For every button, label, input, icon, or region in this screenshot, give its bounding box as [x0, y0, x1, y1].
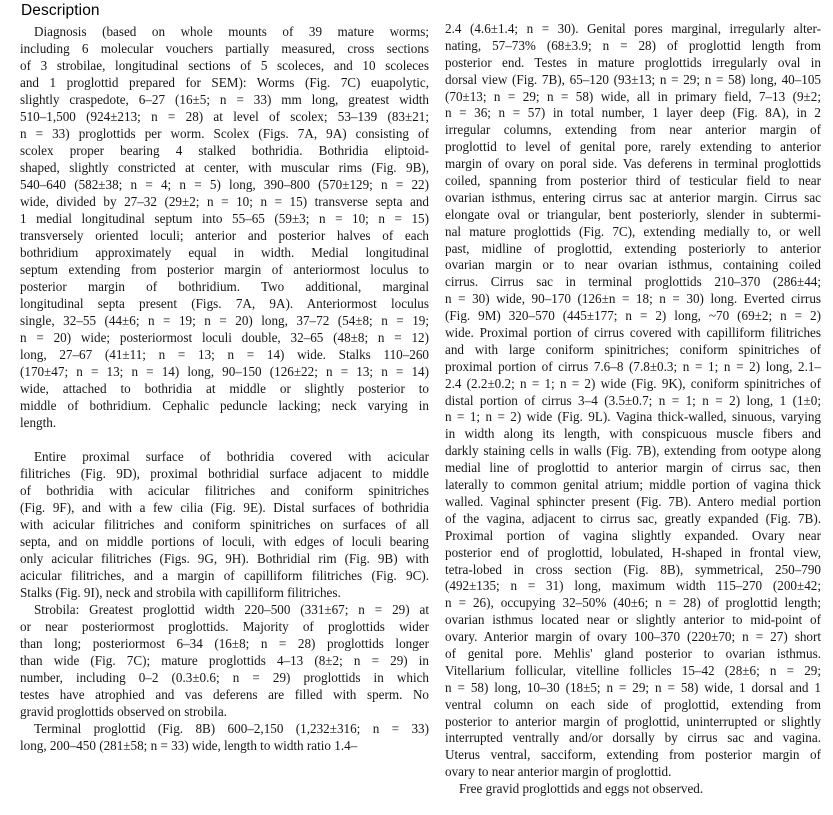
text-line: Strobila: Greatest proglottid width 220–500 (331±67; n = 29) at — [34, 602, 429, 617]
text-line: bothridium approximately equal in width. Medial longitudinal — [20, 245, 429, 260]
text-line: of 3 strobilae, longitudinal sections of 5 scoleces, and 10 scoleces — [20, 58, 429, 73]
text-line: of the vagina, adjacent to cirrus sac, greatly expanded (Fig. 7B). — [445, 510, 821, 526]
text-line: middle of bothridium. Cephalic peduncle lacking; neck varying in — [20, 398, 429, 413]
text-line: scolex proper bearing 4 stalked bothridia. Bothridia eliptoid- — [20, 143, 429, 158]
text-line: (492±135; n = 31) long, maximum width 115–270 (200±42; — [445, 578, 821, 594]
text-line: past, midline of proglottid, extending posteriorly to anterior — [445, 240, 821, 256]
text-line: wide. Proximal portion of cirrus covered with capilliform filitriches — [445, 325, 821, 341]
text-line: proximal portion of cirrus 7.6–8 (7.8±0.3; n = 1; n = 2) long, 2.1– — [445, 358, 821, 374]
text-line: single, 32–55 (44±6; n = 19; n = 20) long, 37–72 (54±8; n = 19; — [20, 313, 429, 328]
text-line: with acicular filitriches and coniform spinitriches on surfaces of all — [20, 517, 429, 532]
text-line: septa, and on middle portions of loculi, with edges of loculi bearing — [20, 534, 429, 549]
text-line: posterior to anterior margin of proglottid, uninterrupted or slightly — [445, 713, 821, 729]
text-line: only acicular filitriches (Figs. 9G, 9H). Bothridial rim (Fig. 9B) with — [20, 551, 429, 566]
text-line: of bothridia with acicular filitriches and coniform spinitriches — [20, 483, 429, 498]
text-line: n = 20) wide; posteriormost loculi double, 32–65 (48±8; n = 12) — [20, 330, 429, 345]
text-line: including 6 molecular vouchers partially measured, cross sections — [20, 41, 429, 56]
section-heading: Description — [21, 2, 100, 19]
text-line: dorsal view (Fig. 7B), 65–120 (93±13; n = 29; n = 58) long, 40–105 — [445, 71, 821, 87]
text-line: Proximal portion of vagina slightly expanded. Ovary near — [445, 527, 821, 543]
text-line: shaped, slightly constricted at center, with muscular rims (Fig. 9B), — [20, 160, 429, 175]
text-line: ovary. Anterior margin of ovary 100–370 (220±70; n = 27) short — [445, 629, 821, 645]
right-column — [445, 21, 821, 798]
text-line: wide, attached to bothridia at middle or slightly posterior to — [20, 381, 429, 396]
text-line: posterior margin of bothridium. Two additional, marginal — [20, 279, 429, 294]
text-line: n = 58) long, 10–30 (18±5; n = 29; n = 58) wide, 1 dorsal and 1 — [445, 679, 821, 695]
text-line: of genital pore. Mehlis' gland posterior to ovarian isthmus. — [445, 645, 821, 661]
text-line: 540–640 (582±38; n = 4; n = 5) long, 390–800 (570±129; n = 22) — [20, 177, 429, 192]
text-line: n = 30) wide, 90–170 (126±n = 18; n = 30) long. Everted cirrus — [445, 291, 821, 307]
text-line: Free gravid proglottids and eggs not observed. — [459, 781, 704, 797]
text-line: 510–1,500 (924±213; n = 28) at level of scolex; 53–139 (83±21; — [20, 109, 429, 124]
text-line: than long; posteriormost 6–34 (16±8; n = 28) proglottids longer — [20, 636, 429, 651]
text-line: or near posteriormost proglottids. Majority of proglottids wider — [20, 619, 429, 634]
text-line: cirrus. Cirrus sac in terminal proglottids 210–370 (286±44; — [445, 274, 821, 290]
text-line: n = 26), occupying 32–50% (40±6; n = 28) of proglottid length; — [445, 595, 821, 611]
text-line: 2.4 (4.6±1.4; n = 30). Genital pores marginal, irregularly alter- — [445, 21, 821, 36]
text-line: elongate oval or triangular, bent posteriorly, slender in subtermi- — [445, 206, 821, 222]
text-line: Stalks (Fig. 9I), neck and strobila with capilliform filitriches. — [20, 585, 341, 600]
text-line: ovarian margin or to near ovarian isthmus, containing coiled — [445, 257, 821, 273]
text-line: and 1 proglottid prepared for SEM): Worms (Fig. 7C) euapolytic, — [20, 75, 429, 90]
text-line: coiled, spanning from posterior third of testicular field to near — [445, 173, 821, 189]
text-line: acicular filitriches, and a margin of capilliform filitriches (Fig. 9C). — [20, 568, 429, 583]
text-line: nal mature proglottids (Fig. 7C), extending medially to, or well — [445, 223, 821, 239]
text-line: and with large coniform spinitriches; coniform spinitriches of — [445, 341, 821, 357]
text-line: irregular columns, extending from near anterior margin of — [445, 122, 821, 138]
text-line: (Fig. 9M) 320–570 (445±177; n = 2) long, ~70 (69±2; n = 2) — [445, 308, 821, 324]
text-line: ovarian isthmus, entering cirrus sac at anterior margin. Cirrus sac — [445, 189, 821, 205]
text-line: septum extending from posterior margin of anteriormost loculus to — [20, 262, 429, 277]
text-line: than wide (Fig. 7C); mature proglottids 4–13 (8±2; n = 29) in — [20, 653, 429, 668]
text-line: ovary to near anterior margin of proglottid. — [445, 764, 672, 780]
text-line: Diagnosis (based on whole mounts of 39 mature worms; — [34, 24, 429, 39]
text-line: n = 36; n = 57) in total number, 1 layer deep (Fig. 8A), in 2 — [445, 105, 821, 121]
text-line: long, 200–450 (281±58; n = 33) wide, length to width ratio 1.4– — [20, 738, 358, 753]
text-line: darkly staining cells in walls (Fig. 7B), extending from ootype along — [445, 443, 821, 459]
text-line: (Fig. 9F), and with a few cilia (Fig. 9E). Distal surfaces of bothridia — [20, 500, 429, 515]
text-line: walled. Vaginal sphincter present (Fig. 7B). Antero medial portion — [445, 493, 821, 509]
text-line: ovarian isthmus located near or slightly anterior to mid-point of — [445, 612, 821, 628]
text-line: distal portion of cirrus 3–4 (3.5±0.7; n = 1; n = 2) long, 1 (1±0; — [445, 392, 821, 408]
text-line: (70±13; n = 29; n = 58) wide, all in primary field, 7–13 (9±2; — [445, 88, 821, 104]
text-line: Terminal proglottid (Fig. 8B) 600–2,150 (1,232±316; n = 33) — [34, 721, 429, 736]
text-line: length. — [20, 415, 57, 430]
text-line: tetra-lobed in cross section (Fig. 8B), symmetrical, 250–790 — [445, 561, 821, 577]
text-line: filitriches (Fig. 9D), proximal bothridial surface adjacent to middle — [20, 466, 429, 481]
text-line: wide, divided by 27–32 (29±2; n = 10; n = 15) transverse septa and — [20, 194, 429, 209]
text-line: in width along its length, with conspicuous muscle fibers and — [445, 426, 821, 442]
text-line: transversely oriented loculi; anterior and posterior halves of each — [20, 228, 429, 243]
text-line: testes have atrophied and vas deferens are filled with sperm. No — [20, 687, 429, 702]
text-line: longitudinal septa present (Figs. 7A, 9A). Anteriormost loculus — [20, 296, 429, 311]
text-line: Vitellarium follicular, vitelline follicles 15–42 (28±6; n = 29; — [445, 662, 821, 678]
text-line: margin of ovary on poral side. Vas deferens in terminal proglottids — [445, 156, 821, 172]
text-line: (170±47; n = 13; n = 14) long, 90–150 (126±22; n = 13; n = 14) — [20, 364, 429, 379]
text-line: proglottid to level of genital pore, rarely extending to anterior — [445, 139, 821, 155]
text-line: n = 1; n = 2) wide (Fig. 9L). Vagina thick-walled, sinuous, varying — [445, 409, 821, 425]
text-line: gravid proglottids observed on strobila. — [20, 704, 227, 719]
text-line: Uterus ventral, sacciform, extending from posterior margin of — [445, 747, 821, 763]
text-line: medial line of proglottid to anterior margin of cirrus sac, then — [445, 460, 821, 476]
text-line: long, 27–67 (41±11; n = 13; n = 14) wide. Stalks 110–260 — [20, 347, 429, 362]
text-line: ventral column on each side of proglottid, extending from — [445, 696, 821, 712]
text-line: nating, 57–73% (68±3.9; n = 28) of proglottid length from — [445, 37, 821, 53]
text-line: laterally to common genital atrium; middle portion of vagina thick — [445, 477, 821, 493]
left-column — [20, 23, 429, 754]
text-line: interrupted ventrally and/or dorsally by cirrus sac and vagina. — [445, 730, 821, 746]
text-line: number, including 0–2 (0.3±0.6; n = 29) proglottids in which — [20, 670, 429, 685]
text-line: Entire proximal surface of bothridia covered with acicular — [34, 449, 429, 464]
text-line: posterior end of proglottid, lobulated, H-shaped in frontal view, — [445, 544, 821, 560]
text-line: 2.4 (2.2±0.2; n = 1; n = 2) wide (Fig. 9K), coniform spinitriches of — [445, 375, 821, 391]
text-line: 1 medial longitudinal septum into 55–65 (59±3; n = 10; n = 15) — [20, 211, 429, 226]
text-line: posterior end. Testes in mature proglottids irregularly oval in — [445, 54, 821, 70]
text-line: slightly craspedote, 6–27 (16±5; n = 33) mm long, greatest width — [20, 92, 429, 107]
text-line — [20, 431, 429, 448]
text-line: n = 33) proglottids per worm. Scolex (Figs. 7A, 9A) consisting of — [20, 126, 429, 141]
